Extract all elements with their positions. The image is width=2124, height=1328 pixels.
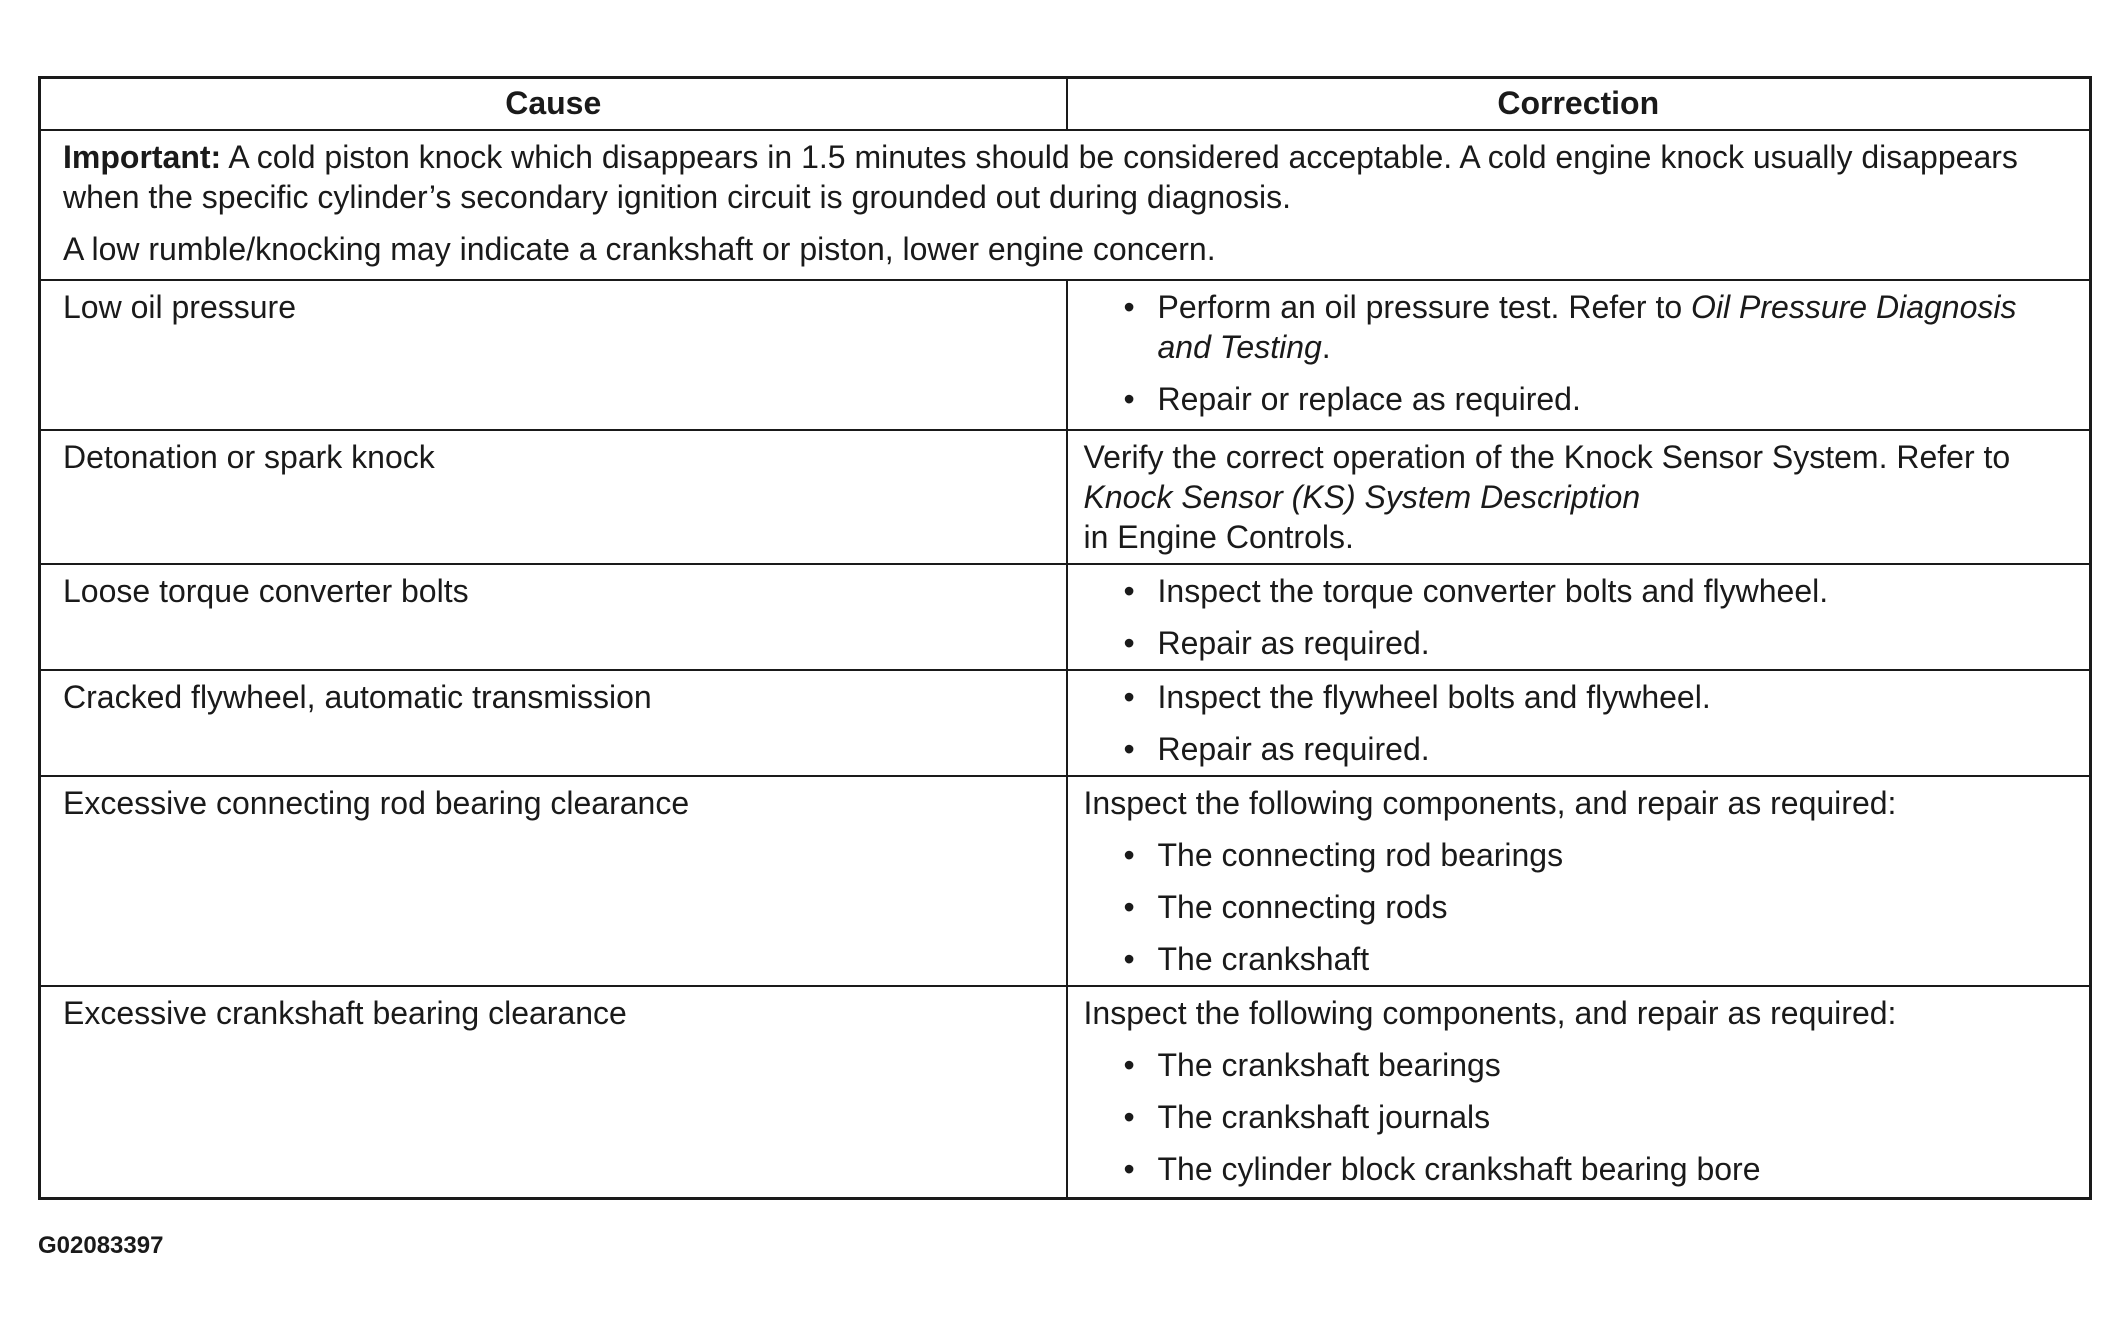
bullet-icon: •	[1123, 1099, 1135, 1135]
correction-lead-in: Inspect the following components, and repair as required:	[1083, 995, 1897, 1031]
correction-cell	[1067, 776, 2091, 986]
important-label: Important:	[63, 139, 222, 175]
header-correction: Correction	[1067, 78, 2091, 131]
cause-cell: Low oil pressure	[40, 280, 1067, 430]
reference-link-text: Knock Sensor (KS) System Description	[1083, 479, 1641, 515]
bullet-icon: •	[1123, 941, 1135, 977]
list-item: • The crankshaft	[1123, 941, 1370, 977]
list-item: • Repair as required.	[1123, 731, 1430, 767]
table-row	[40, 564, 2091, 670]
list-item: • The connecting rods	[1123, 889, 1448, 925]
cause-cell: Loose torque converter bolts	[40, 564, 1067, 670]
bullet-icon: •	[1123, 381, 1135, 417]
bullet-icon: •	[1123, 731, 1135, 767]
correction-bullet-list	[1090, 287, 2070, 419]
important-note-paragraph-1	[63, 137, 2069, 217]
table-row	[40, 280, 2091, 430]
diagnosis-sheet	[38, 76, 2092, 1200]
bullet-icon: •	[1123, 837, 1135, 873]
correction-cell	[1067, 564, 2091, 670]
list-item: • Repair as required.	[1123, 625, 1430, 661]
correction-bullet-list	[1090, 677, 2070, 769]
cause-cell: Cracked flywheel, automatic transmission	[40, 670, 1067, 776]
list-item: • The crankshaft journals	[1123, 1099, 1491, 1135]
important-note-row	[40, 130, 2091, 280]
table-row	[40, 670, 2091, 776]
important-note-text-1: A cold piston knock which disappears in 1.5 minutes should be considered acceptable. A cold engine knock usually disappears when the specific cylinder’s secondary ignition circuit is grounded out during diagnosis.	[63, 139, 2018, 215]
correction-cell: Verify the correct operation of the Knock Sensor System. Refer to Knock Sensor (KS) System Description in Engine Controls.	[1067, 430, 2091, 564]
cause-cell: Excessive connecting rod bearing clearance	[40, 776, 1067, 986]
header-cause: Cause	[40, 78, 1067, 131]
bullet-icon: •	[1123, 289, 1135, 325]
bullet-icon: •	[1123, 679, 1135, 715]
correction-bullet-list	[1084, 835, 2070, 979]
diagnosis-table	[38, 76, 2092, 1200]
table-row	[40, 430, 2091, 564]
table-row	[40, 776, 2091, 986]
list-item: • Inspect the flywheel bolts and flywheel.	[1123, 679, 1711, 715]
list-item: • The connecting rod bearings	[1123, 837, 1564, 873]
correction-bullet-list	[1084, 1045, 2070, 1189]
correction-cell	[1067, 670, 2091, 776]
important-note-paragraph-2: A low rumble/knocking may indicate a crankshaft or piston, lower engine concern.	[63, 231, 1216, 267]
correction-bullet-list	[1090, 571, 2070, 663]
list-item: • The crankshaft bearings	[1123, 1047, 1501, 1083]
bullet-icon: •	[1123, 889, 1135, 925]
correction-lead-in: Inspect the following components, and repair as required:	[1083, 785, 1897, 821]
list-item: • Repair or replace as required.	[1123, 381, 1581, 417]
bullet-icon: •	[1123, 573, 1135, 609]
correction-cell	[1067, 986, 2091, 1199]
list-item: • Perform an oil pressure test. Refer to Oil Pressure Diagnosis and Testing.	[1123, 289, 2017, 365]
bullet-icon: •	[1123, 1047, 1135, 1083]
figure-id: G02083397	[38, 1232, 164, 1259]
cause-cell: Detonation or spark knock	[40, 430, 1067, 564]
correction-cell	[1067, 280, 2091, 430]
important-note-cell	[40, 130, 2091, 280]
bullet-icon: •	[1123, 625, 1135, 661]
list-item: • Inspect the torque converter bolts and flywheel.	[1123, 573, 1829, 609]
bullet-icon: •	[1123, 1151, 1135, 1187]
header-row	[40, 78, 2091, 131]
table-row	[40, 986, 2091, 1199]
cause-cell: Excessive crankshaft bearing clearance	[40, 986, 1067, 1199]
list-item: • The cylinder block crankshaft bearing bore	[1123, 1151, 1761, 1187]
reference-link-text: Oil Pressure Diagnosis and Testing	[1157, 289, 2017, 365]
